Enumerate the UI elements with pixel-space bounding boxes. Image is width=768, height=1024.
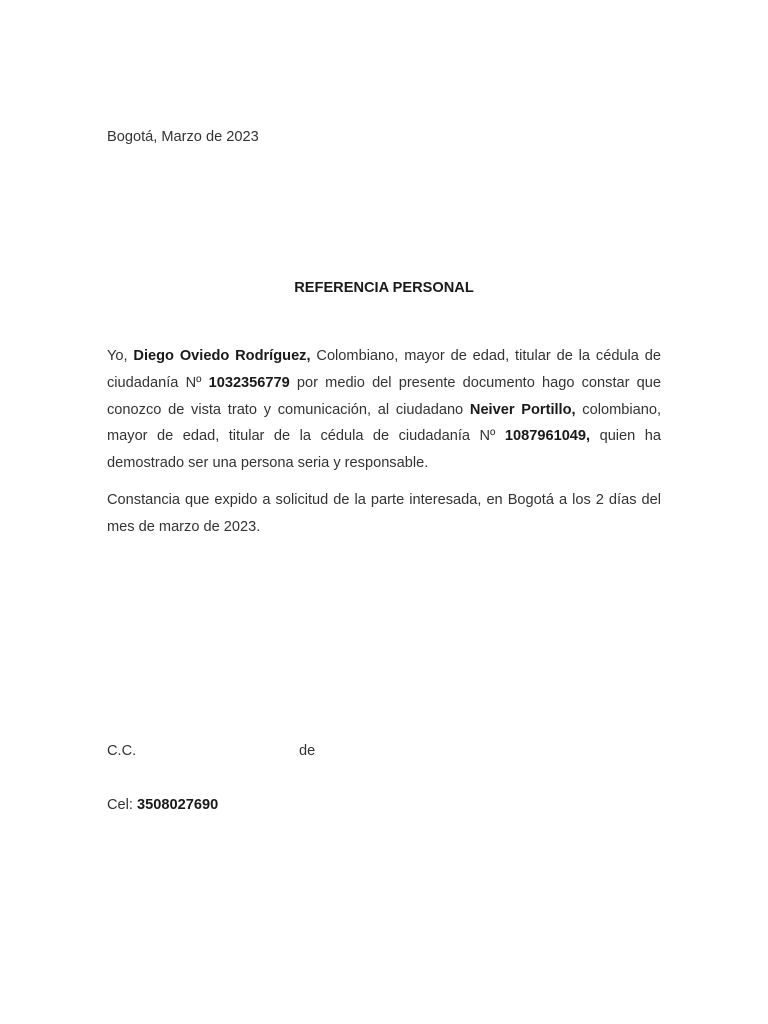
document-body: [107, 343, 661, 551]
referee-name: Diego Oviedo Rodríguez,: [133, 348, 311, 364]
p1-text-5: quien ha demostrado ser una persona seria y responsable.: [107, 428, 661, 472]
cc-label: C.C.: [107, 743, 137, 759]
p1-text-3: por medio del presente documento hago constar que conozco de vista trato y comunicación, al ciudadano: [107, 374, 661, 418]
paragraph-constancia: Constancia que expido a solicitud de la parte interesada, en Bogotá a los 2 días del mes de marzo de 2023.: [107, 491, 661, 535]
referee-id: 1032356779: [208, 374, 290, 391]
subject-name: Neiver Portillo,: [469, 401, 576, 418]
cel-label: Cel:: [107, 797, 138, 813]
document-title: REFERENCIA PERSONAL: [294, 280, 474, 296]
de-label: de: [299, 743, 316, 759]
date-line: Bogotá, Marzo de 2023: [107, 129, 259, 145]
p1-text-4: colombiano, mayor de edad, titular de la cédula de ciudadanía Nº: [107, 401, 661, 445]
cel-line: [107, 796, 218, 814]
paragraph-reference: [107, 343, 661, 477]
p1-text-1: Yo,: [107, 348, 134, 364]
cel-number: 3508027690: [137, 797, 219, 813]
p1-text-2: Colombiano, mayor de edad, titular de la cédula de ciudadanía Nº: [107, 348, 661, 391]
subject-id: 1087961049,: [504, 428, 591, 445]
